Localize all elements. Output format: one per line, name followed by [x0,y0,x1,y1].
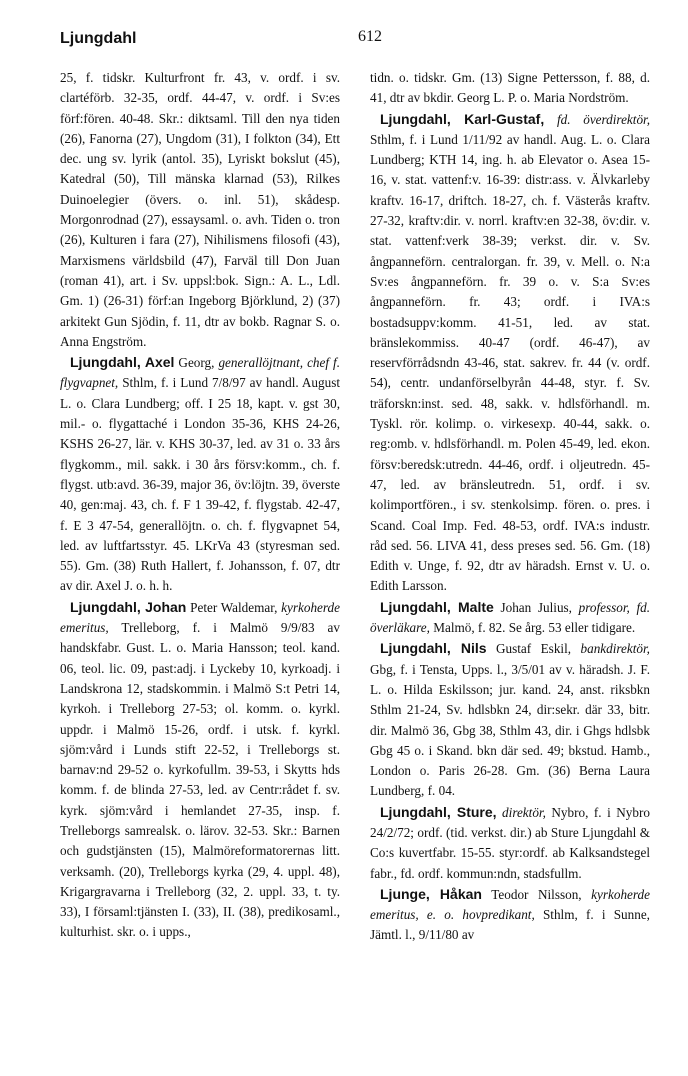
entry-body: 25, f. tidskr. Kulturfront fr. 43, v. ordf. i sv. clartéförb. 32-35, ordf. 44-47, v. ordf. i Sv:es förf:fören. 40-48. Skr.: diktsaml. Till den nya tiden (26), Fanorna (27), Ungdom (31), I folkton (34), Ett dec. ung sv. lyrik (antol. 35), Lyriskt bokslut (45), Katedral (50), Till mänska klarnad (53), Rilkes Duinoelegier (övers. o. inl. 51), skådesp. Morgonrodnad (27), essaysaml. o. avh. Tiden o. tron (26), Kulturen i fara (27), Nihilismens filosofi (43), Marxismens världsbild (47), Farväl till Don Juan (roman 41), art. i Sv. uppsl:bok. Sign.: A. L., Ldl. Gm. 1) (26-31) förf:an Ingeborg Björklund, 2) (37) arkitekt Gun Sjödin, f. 11, dtr av bokb. Ragnar S. o. Anna Engström. [60,70,340,349]
entry-name: Ljunge, Håkan [380,885,482,902]
entry-given-names: Teodor Nilsson, [481,886,592,902]
entry-given-names: Peter Waldemar, [186,599,282,615]
entry-karl-gustaf [370,109,650,597]
page-number: 612 [358,28,382,45]
entry-title: bankdirektör, [580,641,650,657]
entry-body: Trelleborg, f. i Malmö 9/9/83 av handskfabr. Gust. L. o. Maria Hansson; teol. kand. 06, teol. lic. 09, past:adj. i Lyckeby 10, kyrkoadj. i Landskrona 12, stadskommin. i Malmö S:t Petri 14, kyrkoh. i Trelleborg 27-53; ol. komm. o. kyrkl. uppdr. i Malmö 15-26, ordf. i utsk. f. kyrkl. sjöm:vård i Lunds stift 22-52, i Trelleborgs st. barnav:nd 29-52 o. kyrkofullm. 39-53, i Skytts hds komm. f. de blinda 27-53, led. av Centr:rådet f. sv. kyrk. sjöm:vård i hemlandet 27-35, insp. f. Trelleborgs samrealsk. o. lärov. 32-53. Skr.: Barnen och gudstjänsten (15), Malmöreformatorernas litt. verksamh. (20), Trelleborgs kyrka (29, 4. uppl. 48), Krigargravarna i Trelleborg (32, 2. uppl. 33, t. ty. 33), I församl:tjänsten I. (33), II. (38), predikosaml., kulturhist. skr. o. i upps., [60,620,340,940]
entry-name: Ljungdahl, Nils [380,640,487,657]
left-column [60,68,340,943]
entry-given-names: Johan Julius, [493,599,579,615]
entry-johan [60,597,340,943]
entry-hakan [370,884,650,946]
entry-name: Ljungdahl, Karl-Gustaf, [380,110,545,127]
entry-body: Sthlm, f. i Lund 7/8/97 av handl. August L. o. Clara Lundberg; off. I 25 18, kapt. v. gst 30, mil.- o. flygattaché i London 35-36, KHS 24-26, KSHS 26-27, lär. v. KHS 30-37, led. av 31 o. 33 års flygkomm., mil. sakk. i 30 års försv:komm., ch. f. flygst. utb:avd. 36-39, major 36, öv:löjtn. 39, överste 40, gen:maj. 43, ch. f. F 1 39-42, f. flygstab. 42-47, f. E 3 47-54, generallöjtn. o. ch. f. flygvapnet 54, led. av luftfartsstyr. 45. LKrVa 43 (styresman sed. 55). Gm. (38) Ruth Hallert, f. Johansson, f. 07, dtr av dir. Axel J. o. h. h. [60,375,340,594]
entry-body: Gbg, f. i Tensta, Upps. l., 3/5/01 av v. häradsh. J. F. L. o. Hilda Eskilsson; jur. kand. 24, anst. riksbkn Sthlm 21-24, Sv. hdlsbkn 24, dir:sekr. där 33, bitr. dir. Malmö 36, Gbg 38, Sthlm 43, dir. i Ghgs hdlsbk Gbg 45 o. i Skand. bkn där sed. 49; bkstud. Hamb., London o. Paris 26-28. Gm. (36) Berna Laura Lundberg, f. 04. [370,661,650,799]
entry-given-names: Georg, [174,355,219,371]
entry-title: kyrkoherde emeritus, e. o. hovpredikant, [370,886,650,923]
entry-body: Malmö, f. 82. Se årg. 53 eller tidigare. [429,620,636,636]
entry-name: Ljungdahl, Axel [70,354,175,371]
entry-continuation-right [370,68,650,109]
entry-body: Sthlm, f. i Lund 1/11/92 av handl. Aug. L. o. Clara Lundberg; KTH 14, ing. h. ab Elevator o. Asea 15-16, v. stat. vattenf:v. 16-39: distr:ass. v. Älvkarleby kraftv. 16-17, driftch. 18-27, ch. f. Västerås kraftv. 27-32, kraftv:dir. v. norrl. kraftv:en 32-38, öv:dir. v. stat. vattenf:verk 38-39; verkst. dir. v. Sv. ångpanneförn. centralorgan. fr. 39, v. Mell. o. N:a Sv:es ångpanneförn. fr. 39 o. v. S:a Sv:es ångpanneförn. fr. 43; ordf. i IVA:s bostadsuppv:komm. 41-51, led. av stat. bränslekommiss. 40-47 (ordf. 46-47), av reservförrådsndn 43-46, stat. sakrev. fr. 44 (v. ordf. 54), centr. undanförselbyrån 44-48, styr. f. Sv. träforskn:inst. sed. 48, sakk. v. hdlsförhandl. m. Tyskl. rör. kolimp. o. virkesexp. 40-44, sakk. o. reg:omb. v. hdlsförhandl. m. Polen 45-49, led. ekon. försv:beredsk:utredn. 44-46, ordf. i oljeutredn. 45-47, led. av bränsleutredn. 51, ordf. i sv. kolimportfören., i sv. stenkolsimp. fören. o. pres. i Scand. Coal Imp. Fed. 48-53, ordf. IVA:s industr. råd sed. 56. LIVA 41, dess preses sed. 56. Gm. (18) Edith v. Unge, f. 92, dtr av häradsh. Ernst v. U. o. Edith Larsson. [370,131,650,594]
running-head [60,30,648,54]
entry-nils [370,638,650,801]
running-head-title: Ljungdahl [60,30,137,47]
entry-title: direktör, [496,804,546,820]
entry-body: Nybro, f. i Nybro 24/2/72; ordf. (tid. verkst. dir.) ab Sture Ljungdahl & Co:s kuvertfabr. 15-55. styr:ordf. ab Kalksandstegel fabr., fd. ordf. kommun:ndn, stadsfullm. [370,804,650,881]
entry-name: Ljungdahl, Johan [70,598,187,615]
entry-title: fd. överdirektör, [544,111,651,127]
entry-body: Sthlm, f. i Sunne, Jämtl. l., 9/11/80 av [370,907,650,943]
entry-title: kyrkoherde emeritus, [60,599,340,636]
entry-name: Ljungdahl, Malte [380,598,494,615]
entry-continuation-left [60,68,340,352]
entry-title: professor, fd. överläkare, [370,599,651,636]
entry-name: Ljungdahl, Sture, [380,803,497,820]
entry-title: generallöjtnant, chef f. flygvapnet, [60,355,340,391]
entry-axel [60,352,340,597]
entry-body: tidn. o. tidskr. Gm. (13) Signe Pettersson, f. 88, d. 41, dtr av bkdir. Georg L. P. o. Maria Nordström. [370,70,650,106]
entry-given-names: Gustaf Eskil, [486,641,581,657]
right-column [370,68,650,946]
entry-sture [370,802,650,884]
entry-malte [370,597,650,639]
